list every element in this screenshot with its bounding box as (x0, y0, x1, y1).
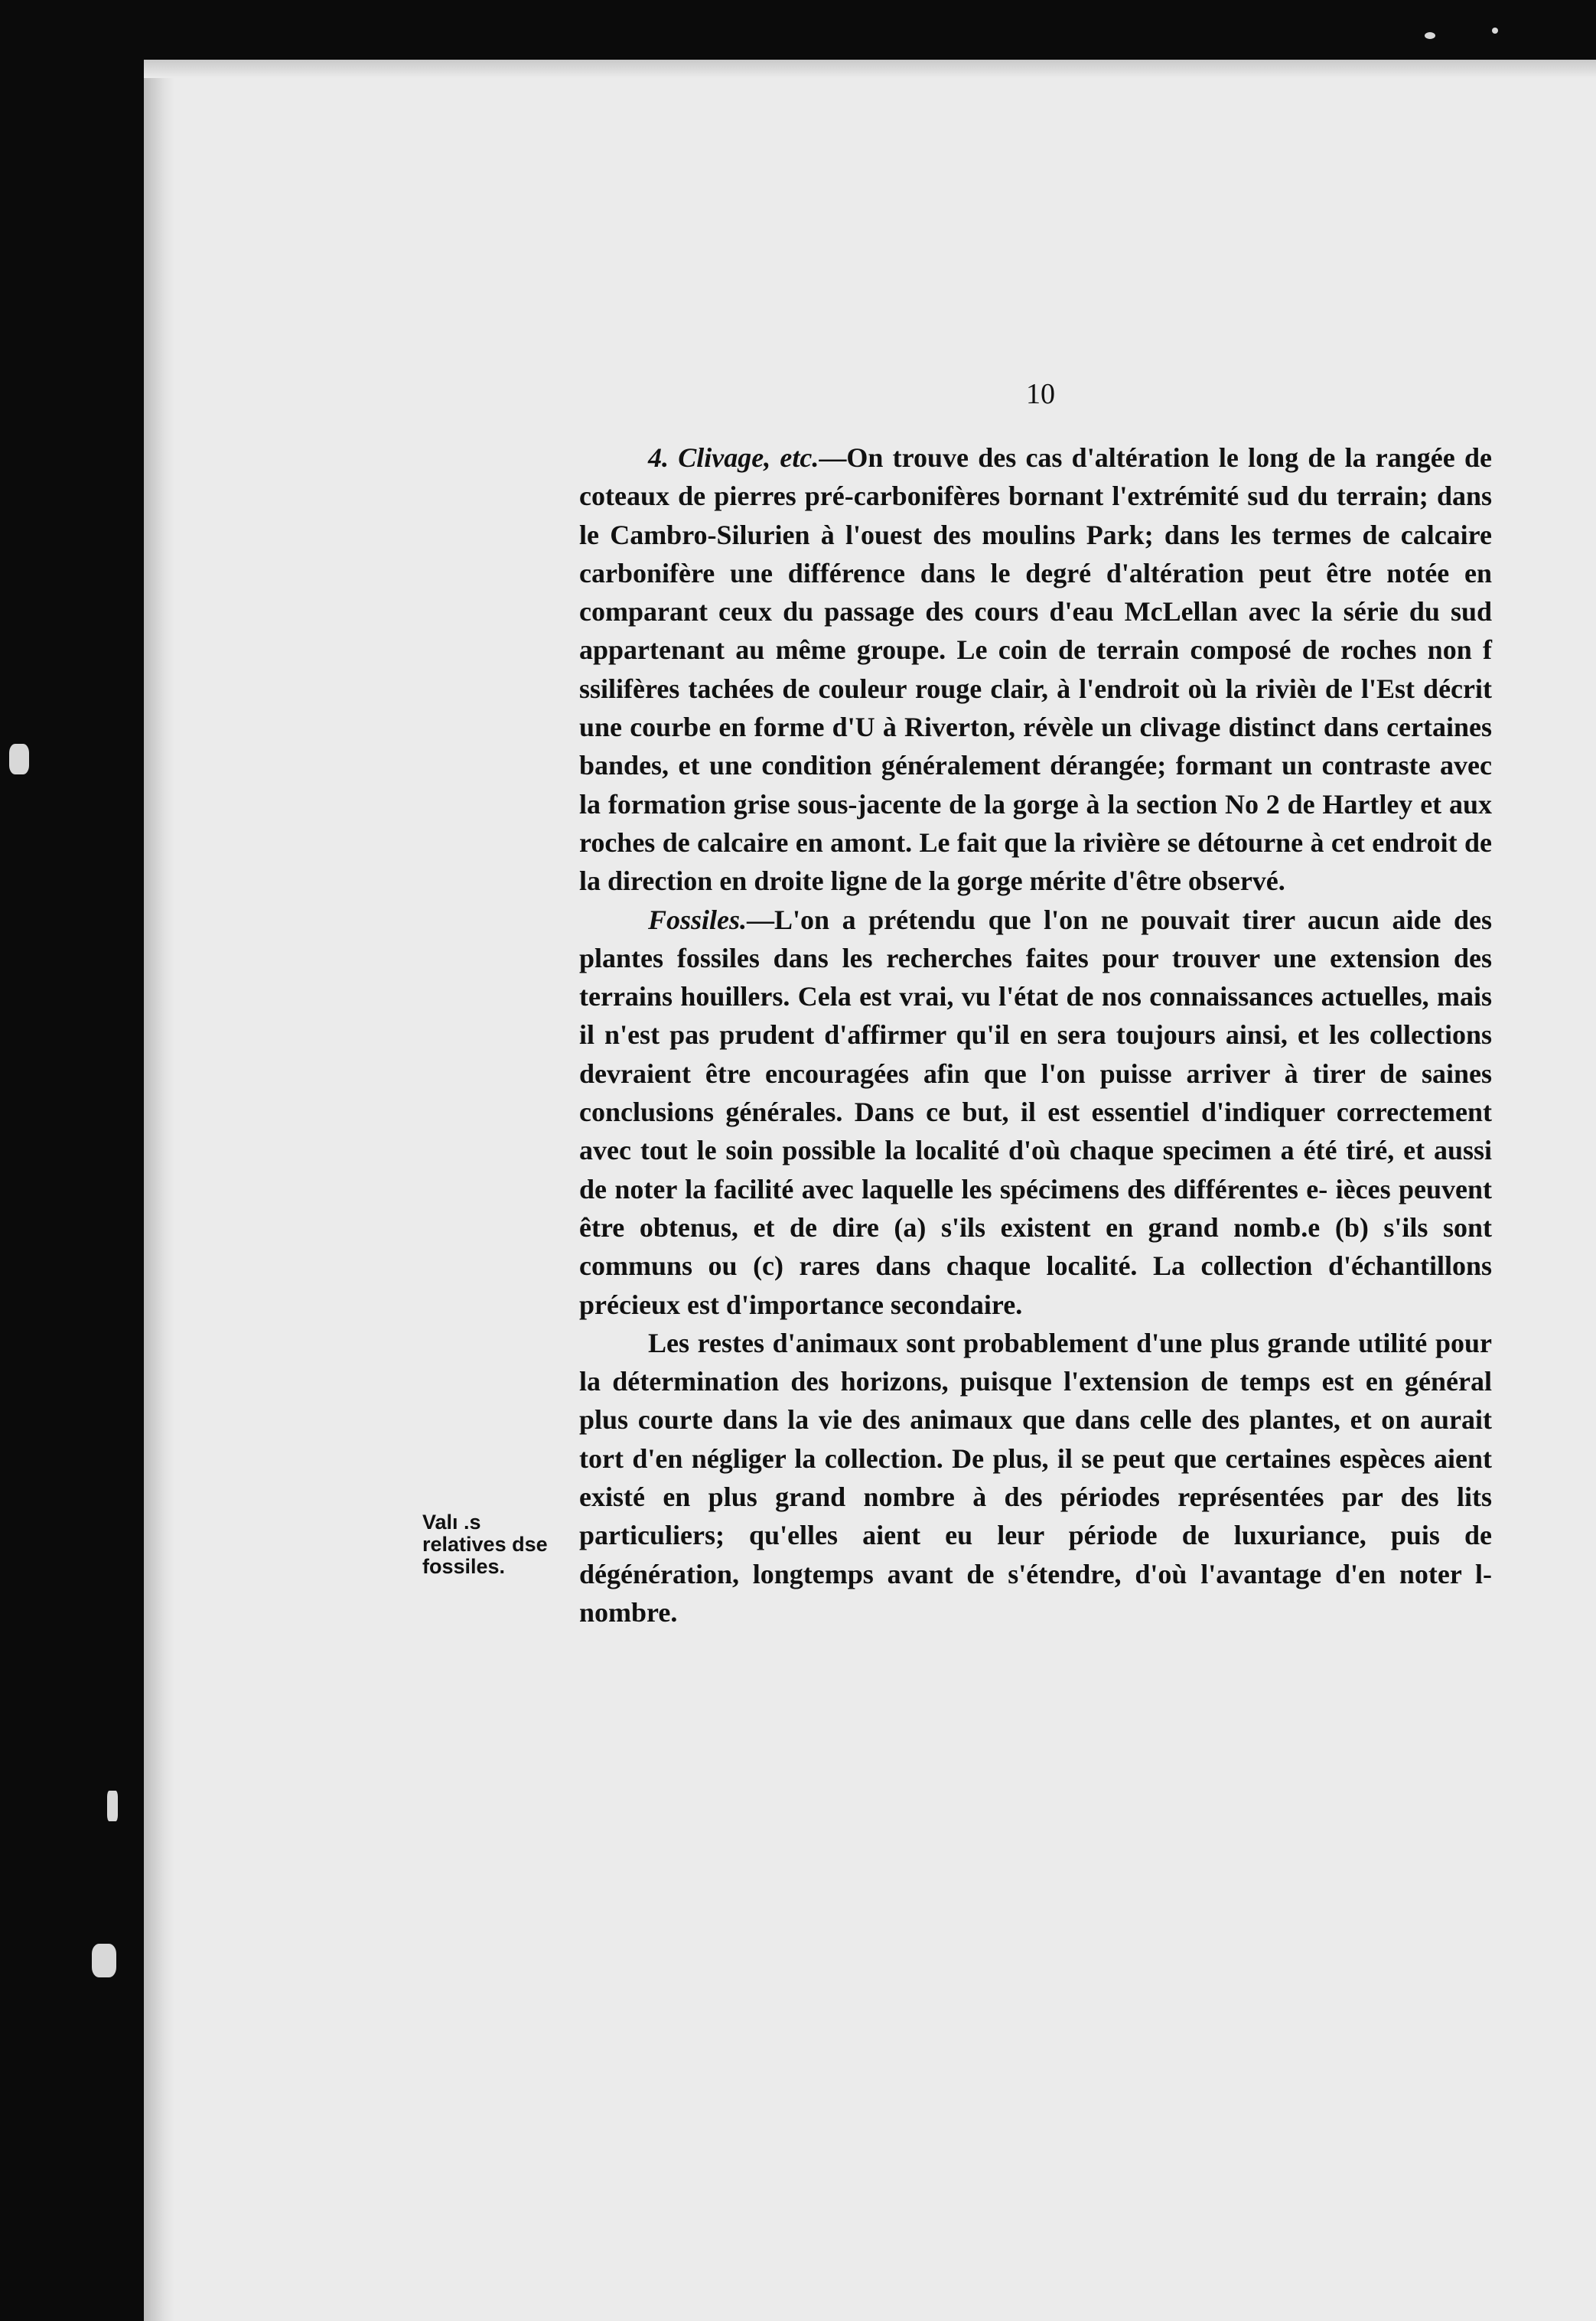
paragraph-body: —L'on a prétendu que l'on ne pouvait tirer aucun aide des plantes fossiles dans les recherches faites pour trouver une extension des terrains houillers. Cela est vrai, vu l'état de nos connaissances actuelles, mais il n'est pas prudent d'affirmer qu'il en sera toujours ainsi, et les collections devraient être encouragées afin que l'on puisse arriver à tirer de saines conclusions générales. Dans ce but, il est essentiel d'indiquer correctement avec tout le soin possible la localité d'où chaque specimen a été tiré, et aussi de noter la facilité avec laquelle les spécimens des différentes e- ièces peuvent être obtenus, et de dire (a) s'ils existent en grand nomb.e (b) s'ils sont communs ou (c) rares dans chaque localité. La collection d'échantillons précieux est d'importance secondaire. (579, 904, 1492, 1320)
paragraph-animaux (579, 1324, 1492, 1632)
margin-note-line: fossiles. (422, 1555, 506, 1578)
scan-speck (1492, 28, 1498, 34)
margin-note-line: Valı .s (422, 1511, 481, 1534)
page-top-shadow (144, 60, 1596, 78)
paragraph-body: —On trouve des cas d'altération le long de la rangée de coteaux de pierres pré-carbonifères bornant l'extrémité sud du terrain; dans le Cambro-Silurien à l'ouest des moulins Park; dans les termes de calcaire carbonifère une différence dans le degré d'altération peut être notée en comparant ceux du passage des cours d'eau McLellan avec la série du sud appartenant au même groupe. Le coin de terrain composé de roches non f ssilifères tachées de couleur rouge clair, à l'endroit où la rivièı de l'Est décrit une courbe en forme d'U à Riverton, révèle un clivage distinct dans certaines bandes, et une condition généralement dérangée; formant un contraste avec la formation grise sous-jacente de la gorge à la section No 2 de Hartley et aux roches de calcaire en amont. Le fait que la rivière se détourne à cet endroit de la direction en droite ligne de la gorge mérite d'être observé. (579, 442, 1492, 897)
paragraph-clivage (579, 438, 1492, 901)
section-heading-clivage: 4. Clivage, etc. (648, 442, 819, 473)
body-text (579, 438, 1492, 1632)
scan-speck (92, 1944, 116, 1977)
page-number: 10 (1026, 378, 1055, 410)
paragraph-fossiles (579, 901, 1492, 1324)
paragraph-body: Les restes d'animaux sont probablement d'une plus grande utilité pour la détermination des horizons, puisque l'extension de temps est en général plus courte dans la vie des animaux que dans celle des plantes, et on aurait tort d'en négliger la collection. De plus, il se peut que certaines espèces aient existé en plus grand nombre à des périodes représentées par des lits particuliers; qu'elles aient eu leur période de luxuriance, puis de dégénération, longtemps avant de s'étendre, d'où l'avantage d'en noter l- nombre. (579, 1327, 1492, 1628)
page-gutter-shadow (144, 60, 174, 2321)
margin-note (422, 1511, 575, 1578)
scan-speck (107, 1791, 118, 1821)
margin-note-line: relatives dse (422, 1533, 548, 1556)
scan-speck (1425, 32, 1435, 39)
section-heading-fossiles: Fossiles. (648, 904, 748, 935)
scan-speck (9, 744, 29, 774)
